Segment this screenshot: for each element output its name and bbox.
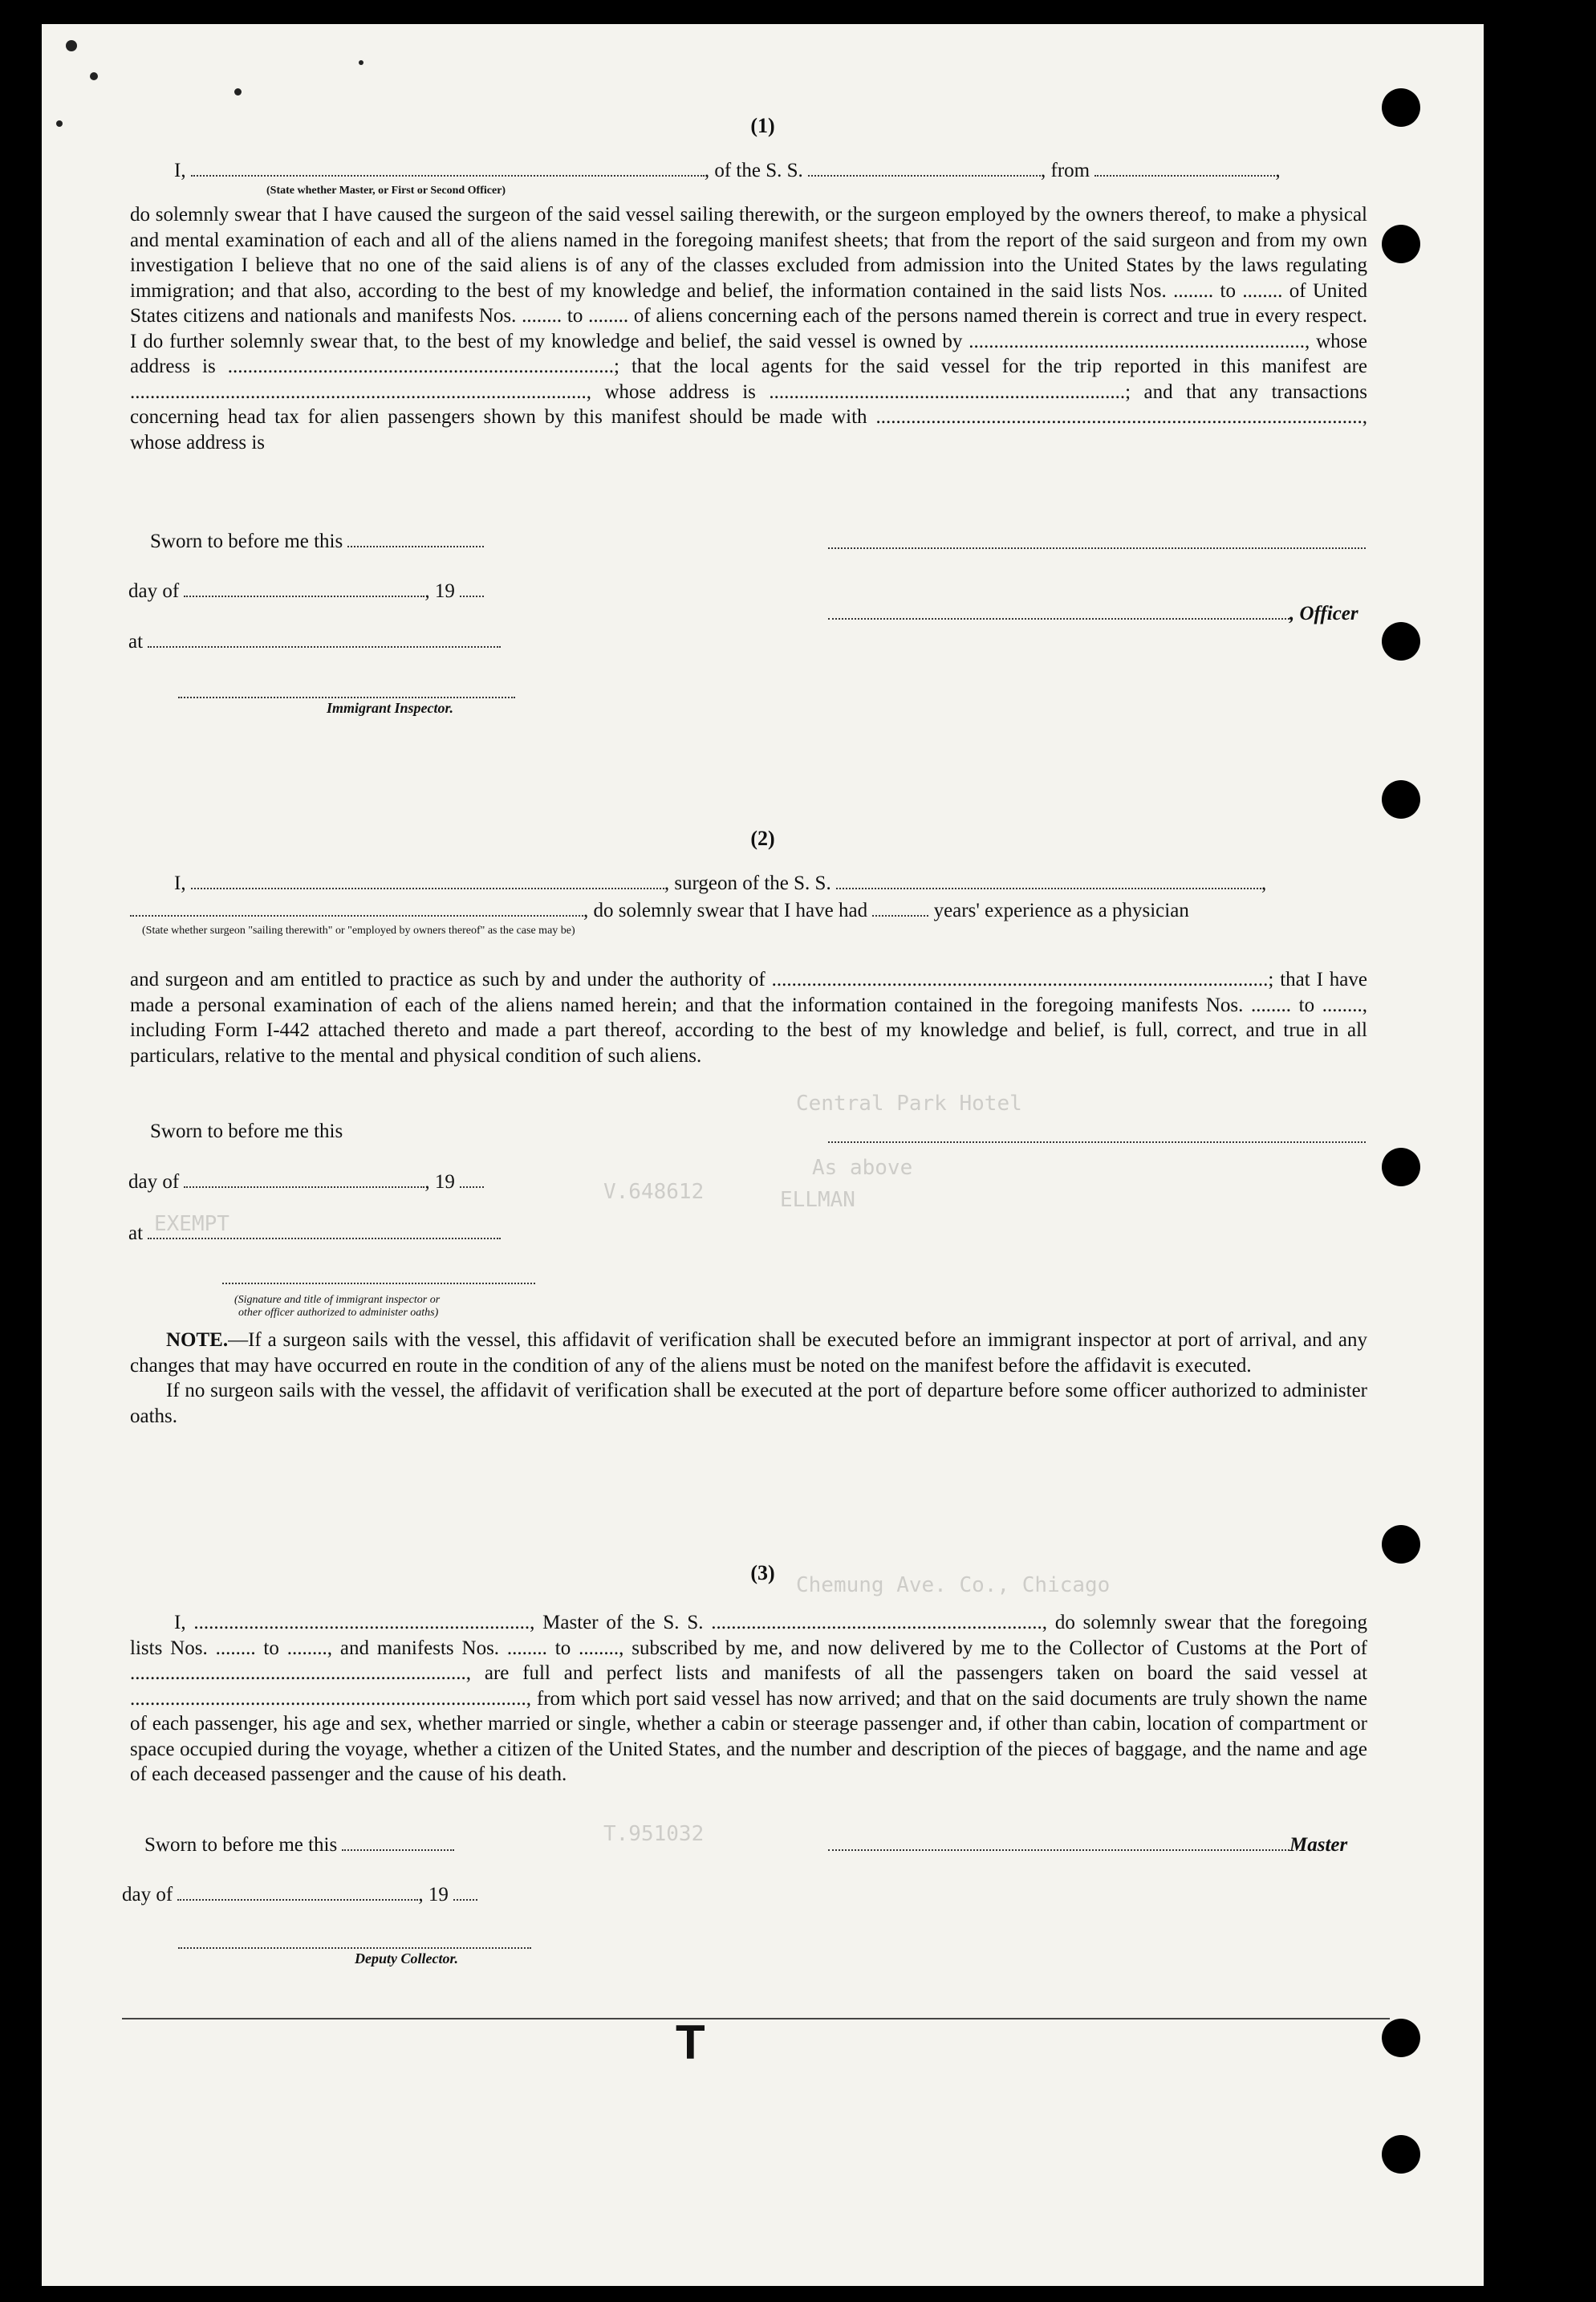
s1-body-text: do solemnly swear that I have caused the surgeon of the said vessel sailing therewith, or the surgeon employed by the owners thereof, to make a physical and mental examination of each and all of the aliens named in the foregoing manifest sheets; that from the report of the said surgeon and from my own investigation I believe that no one of the said aliens is of any of the classes excluded from admission into the United States by the laws regulating immigration; and that also, according to the best of my knowledge and belief, the information contained in the said lists Nos. ........ to ........ of United States citizens and nationals and manifests Nos. ........ to ........ of aliens concerning each of the persons named therein is correct and true in every respect. I do further solemnly swear that, to the best of my knowledge and belief, the said vessel is owned by ..................................................................., whose address is .............................................................................; that the local agents for the said vessel for the trip reported in this manifest are ..........................................................................................., whose address is .......................................................................; and that any transactions concerning head tax for alien passengers shown by this manifest should be made with ................................................................................................., whose address is — [130, 204, 1367, 453]
s3-body-text: I, ..................................................................., Master of the S. S. .................................................................., do solemnly swear that the foregoing lists Nos. ........ to ........, and manifests Nos. ........ to ........, subscribed by me, and now delivered by me to the Collector of Customs at the Port of ..................................................................., are full and perfect lists and manifests of all the passengers taken on board the said vessel at ..............................................................................., from which port said vessel has now arrived; and that on the said documents are truly shown the name of each passenger, his age and sex, whether married or single, whether a cabin or steerage passenger and, if other than cabin, location of compartment or space occupied during the voyage, whether a citizen of the United States, and the number and description of the pieces of baggage, and the name and age of each deceased passenger and the cause of his death. — [130, 1612, 1367, 1785]
s2-sig-caption-2: other officer authorized to administer oaths) — [238, 1307, 439, 1319]
s1-at-row: at — [128, 630, 501, 653]
s1-day-row: day of , 19 — [128, 580, 484, 603]
ink-speck — [234, 88, 242, 96]
ink-speck — [90, 72, 98, 80]
s2-note-text: —If a surgeon sails with the vessel, this affidavit of verification shall be executed before an immigrant inspector at port of arrival, and any changes that may have occurred en route in the condition of any of the aliens must be noted on the manifest before the affidavit is executed. — [130, 1329, 1367, 1377]
bleed-through-text: V.648612 — [603, 1180, 705, 1204]
s1-first-line: I, , of the S. S. , from , — [174, 160, 1281, 181]
s1-inspector-signature-line — [178, 697, 515, 698]
section-number-2: (2) — [750, 827, 775, 850]
bleed-through-text: EXEMPT — [154, 1212, 229, 1236]
punch-hole — [1382, 780, 1420, 819]
s2-note-text-2: If no surgeon sails with the vessel, the affidavit of verification shall be executed at the port of departure before some officer authorized to administer oaths. — [130, 1380, 1367, 1427]
s2-note-label: NOTE. — [166, 1329, 229, 1351]
handwritten-mark: T — [676, 2015, 705, 2069]
ink-speck — [359, 60, 363, 65]
s3-deputy-caption: Deputy Collector. — [355, 1950, 458, 1966]
s2-sig-caption-1: (Signature and title of immigrant inspector or — [234, 1294, 441, 1306]
bottom-rule — [122, 2018, 1390, 2019]
ink-speck — [66, 40, 77, 51]
s2-sworn-row: Sworn to before me this — [150, 1120, 343, 1142]
s1-vessel-field — [808, 159, 1041, 177]
punch-hole — [1382, 2135, 1420, 2174]
s2-at-row: at — [128, 1222, 501, 1245]
s3-deputy-signature-line — [178, 1947, 531, 1949]
s2-surgeon-name-field — [191, 872, 664, 889]
bleed-through-text: ELLMAN — [780, 1188, 855, 1212]
s1-officer-note: (State whether Master, or First or Second Officer) — [266, 185, 506, 197]
bleed-through-text: T.951032 — [603, 1822, 705, 1846]
punch-hole — [1382, 1525, 1420, 1564]
document-page — [42, 24, 1484, 2286]
s1-from: , from — [1041, 160, 1090, 181]
punch-hole — [1382, 1148, 1420, 1186]
s1-officer-signature-line — [828, 547, 1366, 549]
s2-day-row: day of , 19 — [128, 1170, 484, 1194]
s3-sworn-row: Sworn to before me this — [144, 1833, 454, 1857]
s1-officer-row — [828, 602, 1358, 625]
s2-vessel-field — [836, 872, 1261, 889]
s1-body — [130, 202, 1367, 455]
s2-note — [130, 1328, 1367, 1429]
s3-body — [130, 1610, 1367, 1788]
s1-inspector-caption: Immigrant Inspector. — [327, 700, 454, 716]
bleed-through-text: As above — [812, 1156, 913, 1180]
s2-inspector-signature-line — [222, 1283, 535, 1284]
punch-hole — [1382, 622, 1420, 661]
s1-sworn-row: Sworn to before me this — [150, 530, 484, 553]
s1-of-ss: , of the S. S. — [704, 160, 803, 181]
s3-master-row — [828, 1833, 1347, 1857]
s2-signature-line — [828, 1141, 1366, 1143]
s1-from-field — [1094, 159, 1275, 177]
s2-first-line: I, , surgeon of the S. S. , — [174, 872, 1267, 894]
s2-surgeon-note: (State whether surgeon "sailing therewith" or "employed by owners thereof" as the case may be) — [142, 925, 575, 937]
bleed-through-text: Central Park Hotel — [796, 1092, 1022, 1116]
s3-master-label: Master — [1289, 1834, 1348, 1856]
s2-second-line: , do solemnly swear that I have had years' experience as a physician — [130, 899, 1189, 922]
s2-body-text: and surgeon and am entitled to practice as such by and under the authority of ...................................................................................................; that I have made a personal examination of each of the aliens named herein; and that the information contained in the foregoing manifests Nos. ........ to ........, including Form I-442 attached thereto and made a part thereof, according to the best of my knowledge and belief, is full, correct, and true in all particulars, relative to the mental and physical condition of such aliens. — [130, 969, 1367, 1067]
s2-years-field — [872, 899, 928, 917]
section-number-1: (1) — [750, 114, 775, 137]
s1-officer-field — [191, 159, 705, 177]
punch-hole — [1382, 225, 1420, 263]
s1-officer-label: , Officer — [1289, 603, 1358, 624]
bleed-through-text: Chemung Ave. Co., Chicago — [796, 1573, 1111, 1597]
s3-day-row: day of , 19 — [122, 1883, 477, 1906]
s1-i: I, — [174, 160, 186, 181]
punch-hole — [1382, 2019, 1420, 2057]
section-number-3: (3) — [750, 1561, 775, 1584]
s2-body — [130, 967, 1367, 1068]
